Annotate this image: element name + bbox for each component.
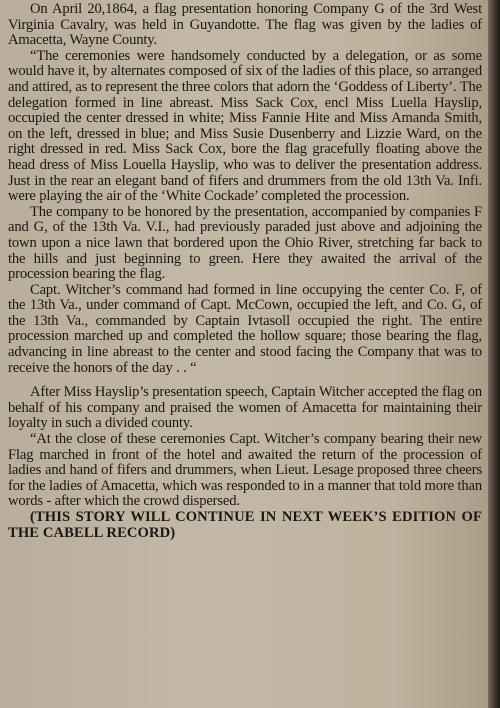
article-paragraph-close: “At the close of these ceremonies Capt. Witcher’s company bearing their new Flag marched in front of the hotel and awaited the return of the procession of ladies and hand of fifers and drummers, when Lieut. Lesage proposed three cheers for the ladies of Amacetta, which was responded to in a manner that told more than words - after which the crowd dispersed.: [8, 431, 482, 510]
article-paragraph-intro: On April 20,1864, a flag presentation honoring Company G of the 3rd West Virginia Cavalry, was held in Guyandotte. The flag was given by the ladies of Amacetta, Wayne County.: [8, 1, 482, 49]
article-paragraph-ceremony: “The ceremonies were handsomely conducted by a delegation, or as some would have it, by alternates composed of six of the ladies of this place, so arranged and attired, as to represent the three colors that adorn the ‘Goddess of Liberty’. The delegation formed in line abreast. Miss Sack Cox, encl Miss Luella Hayslip, occupied the center dressed in white; Miss Fannie Hite and Miss Amanda Smith, on the left, dressed in blue; and Miss Susie Dusenberry and Lizzie Ward, on the right dressed in red. Miss Sack Cox, bore the flag gracefully floating above the head dress of Miss Louella Hayslip, who was to deliver the presentation address. Just in the rear an elegant band of fifers and drummers from the old 13th Va. Infi. were playing the air of the ‘White Cockade’ completed the procession.: [8, 47, 482, 205]
article-body: [8, 2, 482, 541]
clipping-shadow-edge: [488, 0, 500, 708]
article-paragraph-company: The company to be honored by the presentation, accompanied by companies F and G, of the 13th Va. V.I., had previously paraded just above and adjoining the town upon a nice lawn that bordered upon the Ohio River, stretching far back to the hills and just beginning to green. Here they awaited the arrival of the procession bearing the flag.: [8, 203, 482, 283]
article-paragraph-formation: Capt. Witcher’s command had formed in line occupying the center Co. F, of the 13th Va., under command of Capt. McCown, occupied the left, and Co. G, of the 13th Va., commanded by Captain Ivtasoll occupied the right. The entire procession marched up and completed the hollow square; those bearing the flag, advancing in line abreast to the center and stood facing the Company that was to receive the honors of the day . . “: [8, 281, 482, 376]
article-paragraph-speech: After Miss Hayslip’s presentation speech, Captain Witcher accepted the flag on behalf of his company and praised the women of Amacetta for maintaining their loyalty in such a divided county.: [8, 384, 482, 432]
continuation-notice: (THIS STORY WILL CONTINUE IN NEXT WEEK’S EDITION OF THE CABELL RECORD): [8, 509, 482, 541]
